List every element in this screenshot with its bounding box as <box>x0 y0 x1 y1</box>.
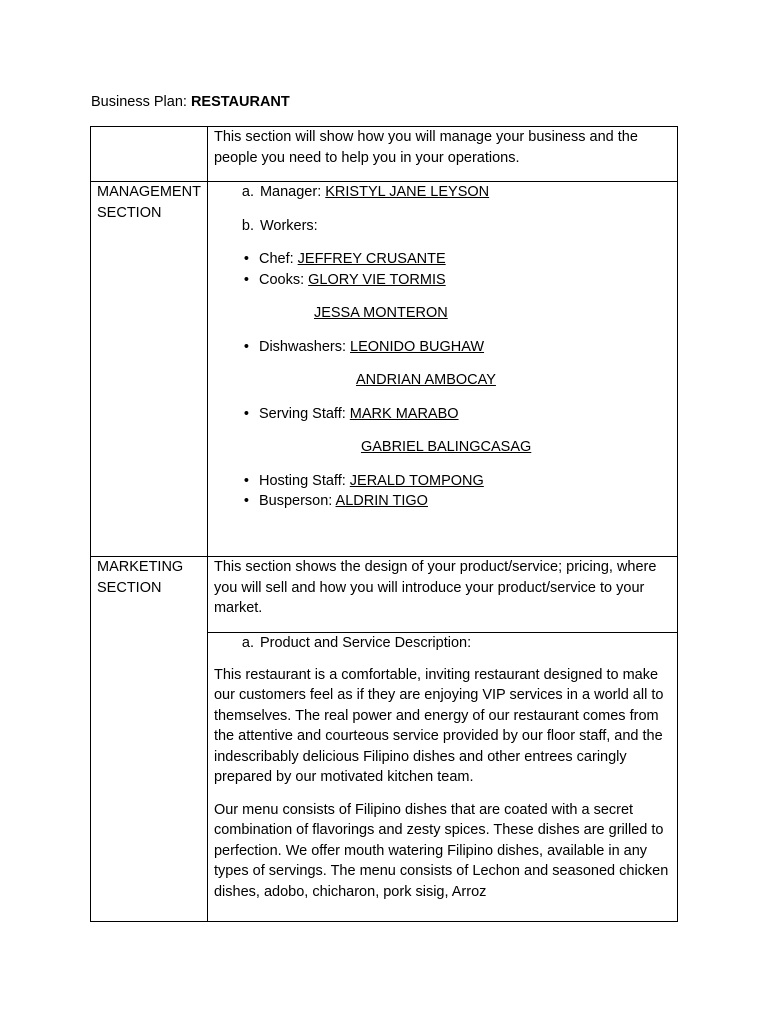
workers-label: Workers: <box>259 217 318 234</box>
business-plan-table <box>90 126 678 922</box>
intro-text: This section will show how you will manage your business and the people you need to help you in your operations. <box>213 129 638 166</box>
serving-staff-name-2: GABRIEL BALINGCASAG <box>360 439 532 455</box>
marketing-intro-text: This section shows the design of your product/service; pricing, where you will sell and how you will introduce your product/service to your market. <box>213 559 657 616</box>
workers-marker: b. <box>241 217 254 234</box>
busperson-label: Busperson: <box>258 493 336 509</box>
bullet-icon: • <box>243 251 249 267</box>
workers-item <box>214 216 671 237</box>
busperson-item <box>214 491 671 512</box>
bullet-icon: • <box>243 405 249 422</box>
intro-text-cell <box>207 127 677 182</box>
management-label-line2: SECTION <box>97 204 162 221</box>
chef-item <box>214 249 671 270</box>
bullet-icon: • <box>243 338 249 355</box>
hosting-staff-item <box>214 471 671 492</box>
product-paragraph-2: Our menu consists of Filipino dishes that are coated with a secret combination of flavorings and zesty spices. These dishes are grilled to perfection. We offer mouth watering Filipino dishes, available in any types of servings. The menu consists of Lechon and seasoned chicken dishes, adobo, chicharon, pork sisig, Arroz <box>213 801 669 900</box>
manager-item <box>214 182 671 203</box>
heading-label: Business Plan: <box>91 94 191 110</box>
document-heading <box>91 93 290 111</box>
serving-staff-name-1: MARK MARABO <box>349 405 459 422</box>
dishwasher-name-2: ANDRIAN AMBOCAY <box>355 372 496 388</box>
heading-title: RESTAURANT <box>190 94 290 110</box>
hosting-staff-name: JERALD TOMPONG <box>349 472 484 489</box>
marketing-label-line1: MARKETING <box>97 559 184 575</box>
cooks-item <box>214 270 671 291</box>
hosting-staff-label: Hosting Staff: <box>258 472 350 489</box>
dishwasher-name-1: LEONIDO BUGHAW <box>350 338 485 355</box>
cooks-label: Cooks: <box>258 271 309 288</box>
product-heading-marker: a. <box>241 635 254 651</box>
manager-name: KRISTYL JANE LEYSON <box>325 184 490 200</box>
dishwashers-label: Dishwashers: <box>258 338 351 355</box>
marketing-label-cell <box>91 557 208 922</box>
serving-staff-label: Serving Staff: <box>258 405 350 422</box>
chef-name: JEFFREY CRUSANTE <box>297 251 446 267</box>
product-paragraph-1: This restaurant is a comfortable, inviting restaurant designed to make our customers feel as if they are enjoying VIP services in a world all to themselves. The real power and energy of our restaurant comes from the attentive and courteous service provided by our floor staff, and the indescribably delicious Filipino dishes and other entrees caringly prepared by our motivated kitchen team. <box>213 666 664 785</box>
intro-row <box>91 127 678 182</box>
cook-name-2: JESSA MONTERON <box>313 305 448 321</box>
chef-label: Chef: <box>258 251 298 267</box>
product-description-cell <box>207 633 677 922</box>
bullet-icon: • <box>243 493 249 509</box>
marketing-intro-cell <box>207 557 677 633</box>
cook-name-1: GLORY VIE TORMIS <box>308 271 446 288</box>
manager-label: Manager: <box>259 184 326 200</box>
management-content-cell <box>207 182 677 557</box>
dishwashers-item <box>214 337 671 358</box>
product-heading <box>214 633 671 654</box>
management-label-cell <box>91 182 208 557</box>
management-label-line1: MANAGEMENT <box>97 184 201 200</box>
management-row <box>91 182 678 557</box>
marketing-label-line2: SECTION <box>97 579 162 596</box>
bullet-icon: • <box>243 271 249 288</box>
intro-label-cell <box>91 127 208 182</box>
product-heading-label: Product and Service Description: <box>259 635 472 651</box>
bullet-icon: • <box>243 472 249 489</box>
marketing-row <box>91 557 678 633</box>
manager-marker: a. <box>241 184 254 200</box>
busperson-name: ALDRIN TIGO <box>335 493 428 509</box>
serving-staff-item <box>214 404 671 425</box>
